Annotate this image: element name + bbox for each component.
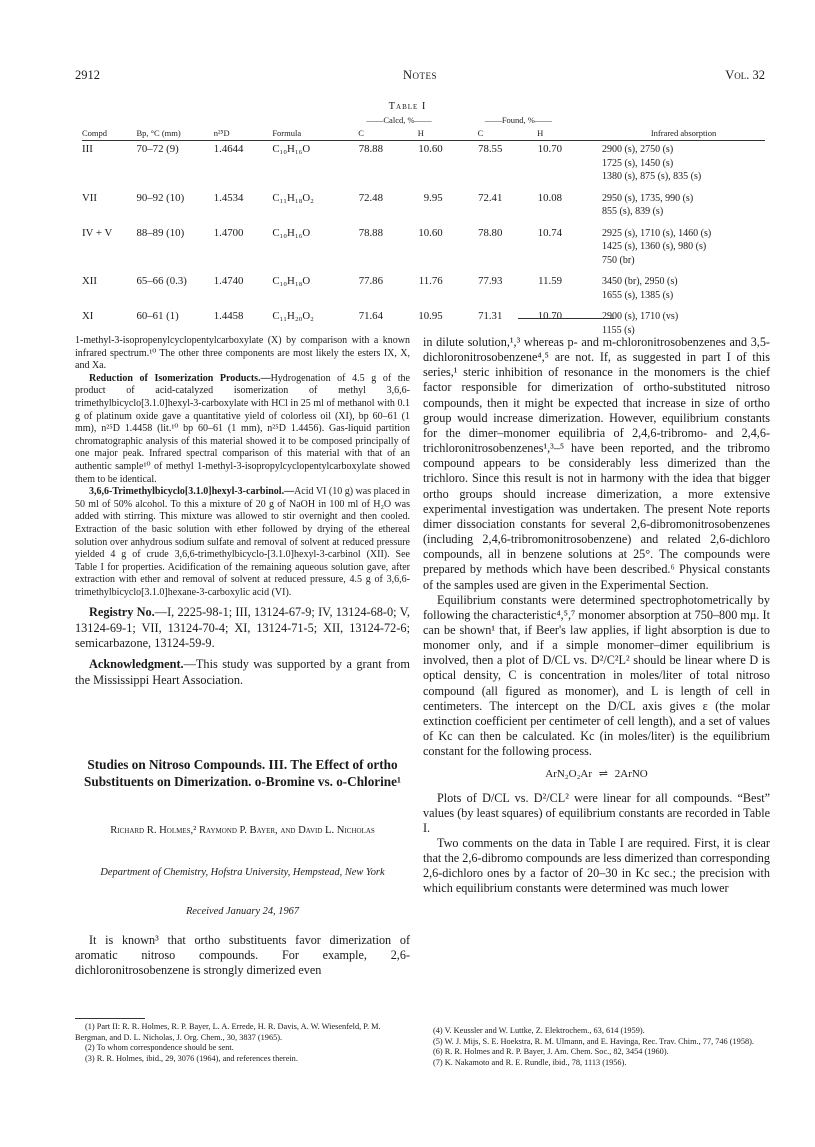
table-title: Table I [388, 101, 427, 112]
affiliation: Department of Chemistry, Hofstra University, Hempstead, New York [100, 867, 385, 878]
ir-line: 1155 (s) [602, 324, 635, 336]
table-cell-compd: XI [82, 310, 94, 322]
table-cell-compd: XII [82, 275, 97, 287]
table-cell-compd: III [82, 143, 93, 155]
paragraph: Plots of D/CL vs. D²/CL² were linear for all compounds. “Best” values (by least squares) of equilibrium constants are recorded in Table I. [423, 790, 770, 835]
table-end-rule [518, 318, 614, 319]
table-cell-bp: 65–66 (0.3) [136, 275, 187, 287]
footnote: (4) V. Keussler and W. Luttke, Z. Elektrochem., 63, 614 (1959). [433, 1026, 645, 1035]
table-cell-found-c: 78.80 [478, 226, 503, 239]
paragraph: in dilute solution,¹,³ whereas p- and m-chloronitrosobenzenes and 3,5-dichloronitrosobenzene⁴,⁵ are not. If, as suggested in part I of this series,¹ steric inhibition of resonance in the monomers is the chief factor responsible for dimerization of ortho-substituted nitroso compounds, then it might be expected that increase in size of ortho group would increase dimerization. However, equilibrium constants for the dimer–monomer equilibria of 2,4,6-tribromo- and 2,4,6-trichloronitrosobenzenes¹,³–⁵ have been reported, and the tribromo compound appears to be considerably less dimerized than the trichloro. Since this result is not in harmony with the idea that bigger ortho groups should increase dimerization, a more extensive experimental investigation was undertaken. The present Note reports dimer dissociation constants for several 2,6-dibromonitrosobenzenes (including 2,4,6-tribromonitrosobenzene) and related 2,6-dichloro compounds, all in benzene solutions at 25°. The compounds were prepared by methods which have been described.⁶ Physical constants of the samples used are given in the Experimental Section. [423, 335, 770, 592]
table-cell-calc-c: 78.88 [358, 226, 383, 239]
table-cell-found-h: 11.59 [538, 275, 563, 287]
table-cell-n: 1.4700 [213, 226, 244, 239]
paragraph: 3,6,6-Trimethylbicyclo[3.1.0]hexyl-3-carbinol.—Acid VI (10 g) was placed in 50 ml of 50% alcohol. To this a mixture of 20 g of NaOH in 100 ml of H₂O was added with stirring. This mixture was allowed to stir overnight and then cooled. Extraction of the basic solution with ether followed by drying of the ethereal solution over anhydrous sodium sulfate and removal of solvent at reduced pressure yielded 4 g of crude 3,6,6-trimethylbicyclo-[3.1.0]hexyl-3-carbinol (XII). See Table I for properties. Acidification of the remaining aqueous solution gave, after extraction with ether and removal of solvent at reduced pressure, 4.5 g of 3,6,6-trimethylbicyclo[3.1.0]hexane-3-carboxylic acid (VI). [75, 486, 410, 598]
table-cell-bp: 60–61 (1) [136, 310, 179, 322]
ir-line: 2950 (s), 1735, 990 (s) [602, 192, 694, 204]
ir-line: 1425 (s), 1360 (s), 980 (s) [602, 241, 707, 252]
ir-line: 3450 (br), 2950 (s) [602, 276, 678, 287]
page-number: 2912 [75, 68, 100, 82]
table-cell-ir [578, 141, 765, 190]
table-cell-formula: C₁₀H₁₈O [272, 275, 311, 287]
table-cell-found-c: 72.41 [478, 191, 503, 204]
table-cell-formula: C₁₁H₂₀O₂ [272, 310, 314, 322]
acknowledgment: Acknowledgment.—This study was supported by a grant from the Mississippi Heart Association. [75, 657, 410, 687]
equilibrium-arrow-icon: ⇌ [598, 768, 608, 781]
table-cell-formula: C₁₀H₁₆O [272, 143, 311, 155]
footnotes-right [423, 1026, 770, 1068]
found-group-header: ——Found, %—— [484, 115, 552, 125]
paragraph: Equilibrium constants were determined spectrophotometrically by following the characteristic⁴,⁵,⁷ monomer absorption at 750–800 mμ. It can be shown¹ that, if Beer's law applies, if light absorption is due to monomer only, and if a simple monomer–dimer equilibrium is involved, then a plot of D/CL vs. D²/C²L² should be linear where D is optical density, C is concentration in moles/liter of total nitroso compound (all figured as monomer), and L is length of cell in centimeters. The intercept on the D/CL axis gives ε (the molar extinction coefficient per centimeter of cell length), and a set of values of Kc can then be calculated. Kc (in moles/liter) is the equilibrium constant for the following process. [423, 592, 770, 759]
table-row [82, 141, 765, 190]
authors: Richard R. Holmes,² Raymond P. Bayer, and David L. Nicholas [110, 825, 375, 836]
received-date: Received January 24, 1967 [185, 906, 300, 917]
table-row [82, 225, 765, 274]
table-cell-n: 1.4740 [213, 275, 244, 287]
column-header: H [518, 126, 578, 141]
paragraph: 1-methyl-3-isopropenylcyclopentylcarboxylate (X) by comparison with a known infrared spectrum.¹⁰ The other three components are most likely the esters IX, X, and Xa. [75, 335, 410, 372]
column-header: H [399, 126, 459, 141]
ir-line: 2925 (s), 1710 (s), 1460 (s) [602, 227, 712, 239]
volume-label: Vol. 32 [725, 68, 765, 82]
footnotes-left [75, 1022, 410, 1064]
column-header: Compd [82, 126, 136, 141]
intro-paragraph: It is known³ that ortho substituents favor dimerization of aromatic nitroso compounds. For example, 2,6-dichloronitrosobenzene is strongly dimerized even [75, 933, 410, 978]
table-cell-calc-h: 9.95 [423, 191, 443, 204]
paragraph: Reduction of Isomerization Products.—Hydrogenation of 4.5 g of the product of acid-catalyzed isomerization of methyl 3,6,6-trimethylbicyclo[3.1.0]hexyl-3-carboxylate with HCl in 25 ml of methanol with 0.1 g of platinum oxide gave a quantitative yield of colorless oil (XI), bp 60–61 (1 mm), n²⁵D 1.4458 (lit.¹⁰ bp 60–61 (1 mm), n²⁵D 1.4456). Gas-liquid partition chromatographic analysis of this material showed it to be composed principally of one major peak. Infrared spectral comparison of this material with that of an authentic sample¹⁰ of methyl 1-methyl-3-isopropylcyclopentylcarboxylate showed them to be identical. [75, 372, 410, 485]
table-cell-ir [578, 225, 765, 274]
running-header [75, 68, 765, 86]
article-title: Studies on Nitroso Compounds. III. The Effect of ortho Substituents on Dimerization. o-Bromine vs. o-Chlorine¹ [84, 757, 401, 789]
ir-line: 855 (s), 839 (s) [602, 206, 664, 217]
table-cell-bp: 90–92 (10) [136, 191, 185, 204]
column-header: C [459, 126, 519, 141]
footnote-rule [75, 1018, 145, 1019]
table-cell-formula: C₁₁H₁₈O₂ [272, 191, 314, 204]
footnote: (6) R. R. Holmes and R. P. Bayer, J. Am. Chem. Soc., 82, 3454 (1960). [433, 1047, 669, 1057]
left-column [75, 335, 410, 688]
column-header: C [339, 126, 399, 141]
table-cell-found-c: 71.31 [478, 310, 503, 322]
table-cell-calc-h: 11.76 [418, 275, 443, 287]
footnote: (5) W. J. Mijs, S. E. Hoekstra, R. M. Ulmann, and E. Havinga, Rec. Trav. Chim., 77, 746 (1958). [433, 1036, 754, 1046]
column-header: Formula [272, 126, 339, 141]
table-cell-n: 1.4644 [213, 143, 244, 155]
calc-group-header: ——Calcd, %—— [366, 115, 432, 125]
table-cell-calc-c: 78.88 [358, 143, 383, 155]
table-cell-compd: IV + V [82, 226, 113, 239]
table-cell-calc-h: 10.60 [418, 226, 443, 239]
column-header: Bp, °C (mm) [136, 126, 213, 141]
table-cell-found-h: 10.08 [537, 191, 563, 204]
column-header: Infrared absorption [578, 126, 765, 141]
table-cell-found-c: 78.55 [478, 143, 503, 155]
section-name: Notes [402, 68, 438, 82]
table-cell-found-h: 10.70 [537, 143, 563, 155]
table-cell-found-h: 10.74 [537, 226, 563, 239]
table-cell-n: 1.4458 [213, 310, 244, 322]
paragraph: Two comments on the data in Table I are required. First, it is clear that the 2,6-dibromo compounds are less dimerized than corresponding 2,6-dichloro ones by a factor of 20–30 in Kc sec.; the precision with which equilibrium constants were determined was much lower [423, 836, 770, 896]
table-cell-bp: 88–89 (10) [136, 226, 185, 239]
table-cell-calc-c: 72.48 [358, 191, 383, 204]
table-cell-bp: 70–72 (9) [136, 143, 179, 155]
equation: ArN₂O₂Ar ⇌ 2ArNO [423, 767, 770, 782]
table-cell-formula: C₁₀H₁₆O [272, 226, 311, 239]
footnote: (2) To whom correspondence should be sent. [85, 1043, 234, 1053]
footnote: (1) Part II: R. R. Holmes, R. P. Bayer, L. A. Errede, H. R. Davis, A. W. Wiesenfeld, P. M. Bergman, and D. L. Nicholas, J. Org. Chem., 30, 3837 (1965). [75, 1022, 381, 1042]
table-cell-calc-c: 71.64 [358, 310, 383, 322]
ir-line: 1655 (s), 1385 (s) [602, 289, 674, 301]
table-row [82, 273, 765, 308]
footnote: (3) R. R. Holmes, ibid., 29, 3076 (1964), and references therein. [85, 1053, 298, 1063]
ir-line: 1725 (s), 1450 (s) [602, 157, 674, 169]
ir-line: 2900 (s), 1710 (vs) [602, 311, 679, 322]
table-cell-calc-h: 10.95 [418, 310, 443, 322]
table-cell-compd: VII [82, 191, 97, 204]
table-row [82, 190, 765, 225]
right-column [423, 335, 770, 897]
table-cell-n: 1.4534 [213, 191, 244, 204]
data-table [82, 115, 765, 343]
column-header: n²⁵D [214, 126, 273, 141]
table-cell-found-h: 10.70 [537, 310, 563, 322]
ir-line: 2900 (s), 2750 (s) [602, 144, 674, 155]
table-cell-ir [578, 190, 765, 225]
table-cell-found-c: 77.93 [478, 275, 503, 287]
ir-line: 1380 (s), 875 (s), 835 (s) [602, 171, 702, 182]
ir-line: 750 (br) [602, 254, 635, 266]
registry-numbers: Registry No.—I, 2225-98-1; III, 13124-67-9; IV, 13124-68-0; V, 13124-69-1; VII, 13124-70-4; XI, 13124-71-5; XII, 13124-72-6; semicarbazone, 13124-59-9. [75, 605, 410, 651]
table-cell-ir [578, 273, 765, 308]
table-cell-calc-h: 10.60 [418, 143, 443, 155]
footnote: (7) K. Nakamoto and R. E. Rundle, ibid., 78, 1113 (1956). [433, 1057, 627, 1067]
table-cell-calc-c: 77.86 [358, 275, 383, 287]
